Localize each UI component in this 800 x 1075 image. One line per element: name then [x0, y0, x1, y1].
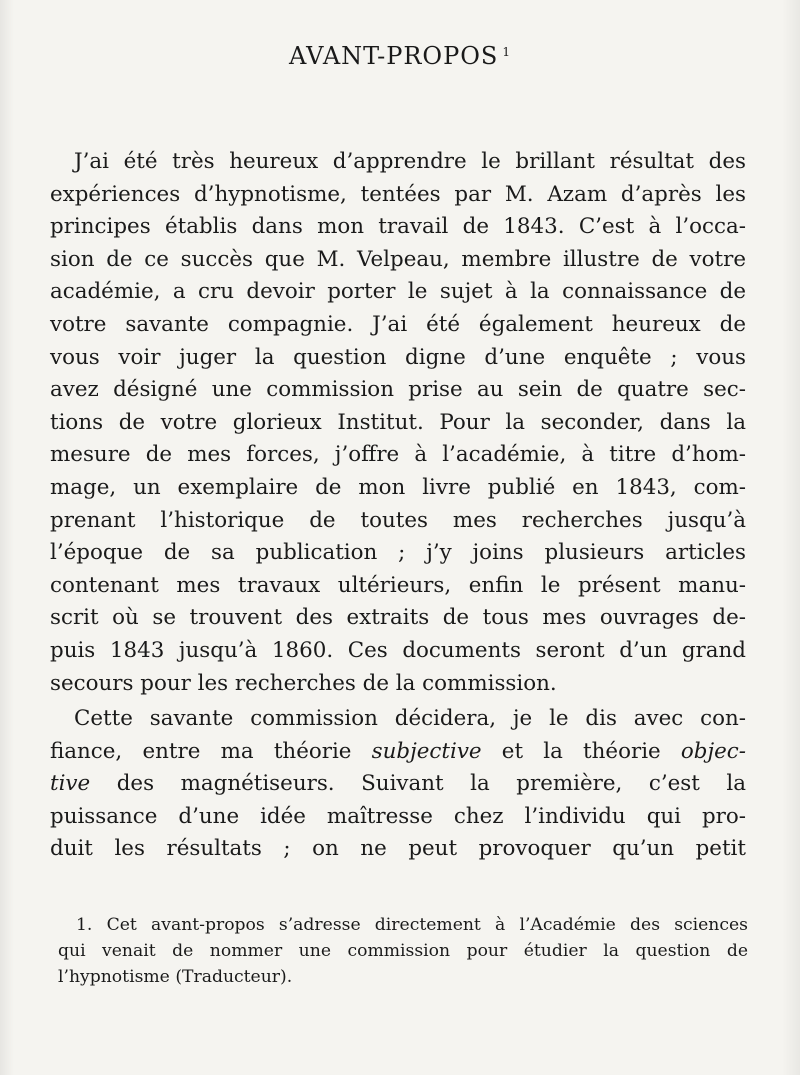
text-line: avez désigné une commission prise au sein de quatre sec-	[50, 377, 746, 403]
text-line: tions de votre glorieux Institut. Pour la seconder, dans la	[50, 409, 746, 435]
footnote-line: 1. Cet avant-propos s’adresse directement à l’Académie des sciences	[76, 915, 748, 935]
text-line-with-italics	[50, 768, 746, 801]
text-line: académie, a cru devoir porter le sujet à la connaissance de	[50, 279, 746, 305]
footnote	[58, 912, 748, 990]
text-line: vous voir juger la question digne d’une enquête ; vous	[50, 344, 746, 370]
italic-term-subjective: subjective	[371, 738, 482, 764]
paragraph-2	[50, 703, 746, 866]
text-line: sion de ce succès que M. Velpeau, membre illustre de votre	[50, 246, 746, 272]
footnote-line: l’hypnotisme (Traducteur).	[58, 967, 293, 987]
text-segment: des magnétiseurs. Suivant la première, c’est la	[90, 771, 746, 797]
text-line: puis 1843 jusqu’à 1860. Ces documents seront d’un grand	[50, 637, 746, 663]
page-heading	[0, 42, 800, 70]
footnote-line: qui venait de nommer une commission pour étudier la question de	[58, 941, 748, 961]
text-line: expériences d’hypnotisme, tentées par M. Azam d’après les	[50, 181, 746, 207]
text-line: prenant l’historique de toutes mes recherches jusqu’à	[50, 507, 746, 533]
italic-term-objective-end: tive	[50, 771, 91, 797]
footnote-marker: 1	[502, 45, 511, 59]
text-line: J’ai été très heureux d’apprendre le brillant résultat des	[74, 149, 746, 174]
main-text	[50, 146, 746, 866]
text-line: principes établis dans mon travail de 1843. C’est à l’occa-	[50, 214, 746, 240]
text-line: puissance d’une idée maîtresse chez l’individu qui pro-	[50, 803, 746, 829]
text-line: mesure de mes forces, j’offre à l’académie, à titre d’hom-	[50, 442, 746, 468]
text-line: duit les résultats ; on ne peut provoquer qu’un petit	[50, 836, 746, 862]
text-segment: fiance, entre ma théorie	[50, 738, 372, 764]
text-line: secours pour les recherches de la commission.	[50, 670, 557, 696]
text-line: votre savante compagnie. J’ai été également heureux de	[50, 311, 746, 337]
text-line: l’époque de sa publication ; j’y joins plusieurs articles	[50, 540, 746, 566]
text-line-with-italics	[50, 736, 746, 769]
text-line: Cette savante commission décidera, je le dis avec con-	[74, 706, 746, 732]
text-line: contenant mes travaux ultérieurs, enfin le présent manu-	[50, 572, 746, 598]
paragraph-1	[50, 146, 746, 700]
italic-term-objective: objec-	[680, 738, 746, 764]
text-line: mage, un exemplaire de mon livre publié en 1843, com-	[50, 474, 746, 500]
text-line: scrit où se trouvent des extraits de tous mes ouvrages de-	[50, 605, 746, 631]
text-segment: et la théorie	[481, 738, 681, 764]
page-title: AVANT-PROPOS	[289, 42, 499, 70]
